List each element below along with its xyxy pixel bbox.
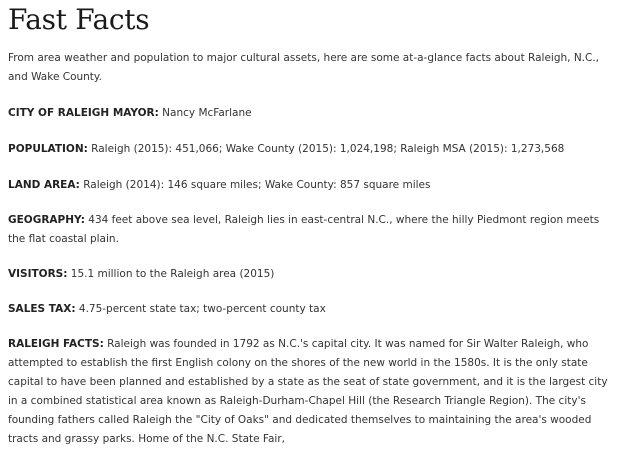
fact-mayor-text: Nancy McFarlane: [158, 107, 252, 119]
fact-sales-tax-label: SALES TAX:: [8, 303, 76, 315]
fact-land-area-text: Raleigh (2014): 146 square miles; Wake County: 857 square miles: [79, 179, 431, 191]
fact-geography-text: 434 feet above sea level, Raleigh lies in east-central N.C., where the hilly Piedmont region meets the flat coastal plain.: [8, 214, 600, 245]
fact-visitors-text: 15.1 million to the Raleigh area (2015): [67, 268, 275, 280]
fact-population-label: POPULATION:: [8, 143, 88, 155]
fact-population: [8, 140, 612, 159]
fact-sales-tax-text: 4.75-percent state tax; two-percent county tax: [75, 303, 326, 315]
fact-sales-tax: [8, 300, 612, 319]
fact-geography: [8, 211, 612, 249]
fact-raleigh-facts-text: Raleigh was founded in 1792 as N.C.'s capital city. It was named for Sir Walter Raleigh, who attempted to establish the first English colony on the shores of the new world in the 1580s. It is the only state capital to have been planned and established by a state as the seat of state government, and it is the largest city in a combined statistical area known as Raleigh-Durham-Chapel Hill (the Research Triangle Region). The city's founding fathers called Raleigh the "City of Oaks" and dedicated themselves to maintaining the area's wooded tracts and grassy parks. Home of the N.C. State Fair,: [8, 338, 608, 445]
fact-visitors: [8, 265, 612, 284]
intro-paragraph: From area weather and population to major cultural assets, here are some at-a-glance facts about Raleigh, N.C., and Wake County.: [8, 52, 600, 83]
fact-raleigh-facts: [8, 335, 612, 449]
fact-land-area-label: LAND AREA:: [8, 179, 80, 191]
fact-population-text: Raleigh (2015): 451,066; Wake County (2015): 1,024,198; Raleigh MSA (2015): 1,273,568: [87, 143, 565, 155]
page-title: Fast Facts: [8, 3, 150, 36]
fact-land-area: [8, 176, 612, 195]
fact-raleigh-facts-label: RALEIGH FACTS:: [8, 338, 104, 350]
fact-mayor-label: CITY OF RALEIGH MAYOR:: [8, 107, 159, 119]
fact-visitors-label: VISITORS:: [8, 268, 68, 280]
fact-geography-label: GEOGRAPHY:: [8, 214, 85, 226]
fact-mayor: [8, 104, 612, 123]
